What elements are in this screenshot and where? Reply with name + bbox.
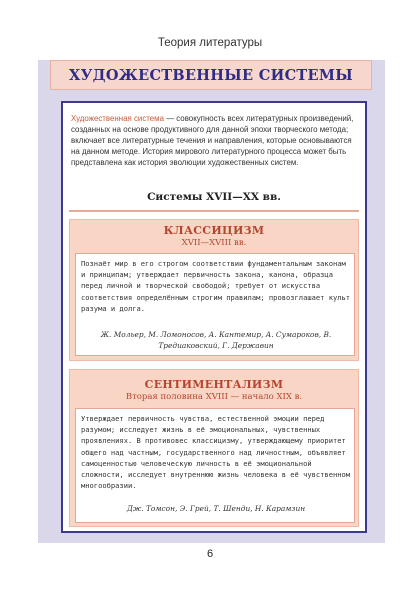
subtitle-divider (69, 210, 359, 212)
section-text-box (75, 408, 355, 523)
section-title: СЕНТИМЕНТАЛИЗМ (144, 378, 284, 391)
section-title: КЛАССИЦИЗМ (163, 224, 265, 237)
section-subtitle: Системы XVII—XX вв. (147, 191, 281, 203)
page-number: 6 (206, 548, 214, 560)
content-card (61, 101, 367, 533)
section-description: Утверждает первичность чувства, естественной эмоции перед разумом; исследует жизнь в её эмоциональных, чувственных проявлениях. В противовес классицизму, утверждающему приоритет общего над частным, государственного над личностным, объявляет самоценностью человеческую личность в её эмоциональной сложности, исследует внутреннюю жизнь человека в её чувственном многообразии. (81, 414, 351, 491)
section-text-box (75, 253, 355, 356)
definition-term: Художественная система (71, 114, 164, 123)
section-sentimentalism (69, 369, 359, 527)
title-banner (50, 60, 372, 90)
section-classicism (69, 219, 359, 361)
section-period: Вторая половина XVIII — начало XIX в. (125, 392, 303, 402)
running-head: Теория литературы (157, 37, 263, 49)
definition-paragraph (71, 113, 359, 168)
section-period: XVII—XVIII вв. (181, 238, 247, 248)
section-authors: Дж. Томсон, Э. Грей, Т. Шенди, Н. Карамзин (126, 504, 306, 513)
definition-text: — совокупность всех литературных произведений, созданных на основе продуктивного для данной эпохи творческого метода; включает все литературные течения и направления, которые основываются на данном методе. История мирового литературного процесса может быть представлена как история эволюции художественных систем. (71, 114, 354, 167)
section-authors: Ж. Мольер, М. Ломоносов, А. Кантемир, А. Сумароков, В. Тредиаковский, Г. Державин (100, 330, 332, 350)
section-description: Познаёт мир в его строгом соответствии фундаментальным законам и принципам; утверждает первичность закона, канона, образца перед личной и творческой свободой; требует от искусства соответствия определённым строгим правилам; провозглашает культ разума и долга. (81, 259, 351, 313)
page-title: ХУДОЖЕСТВЕННЫЕ СИСТЕМЫ (69, 66, 353, 84)
